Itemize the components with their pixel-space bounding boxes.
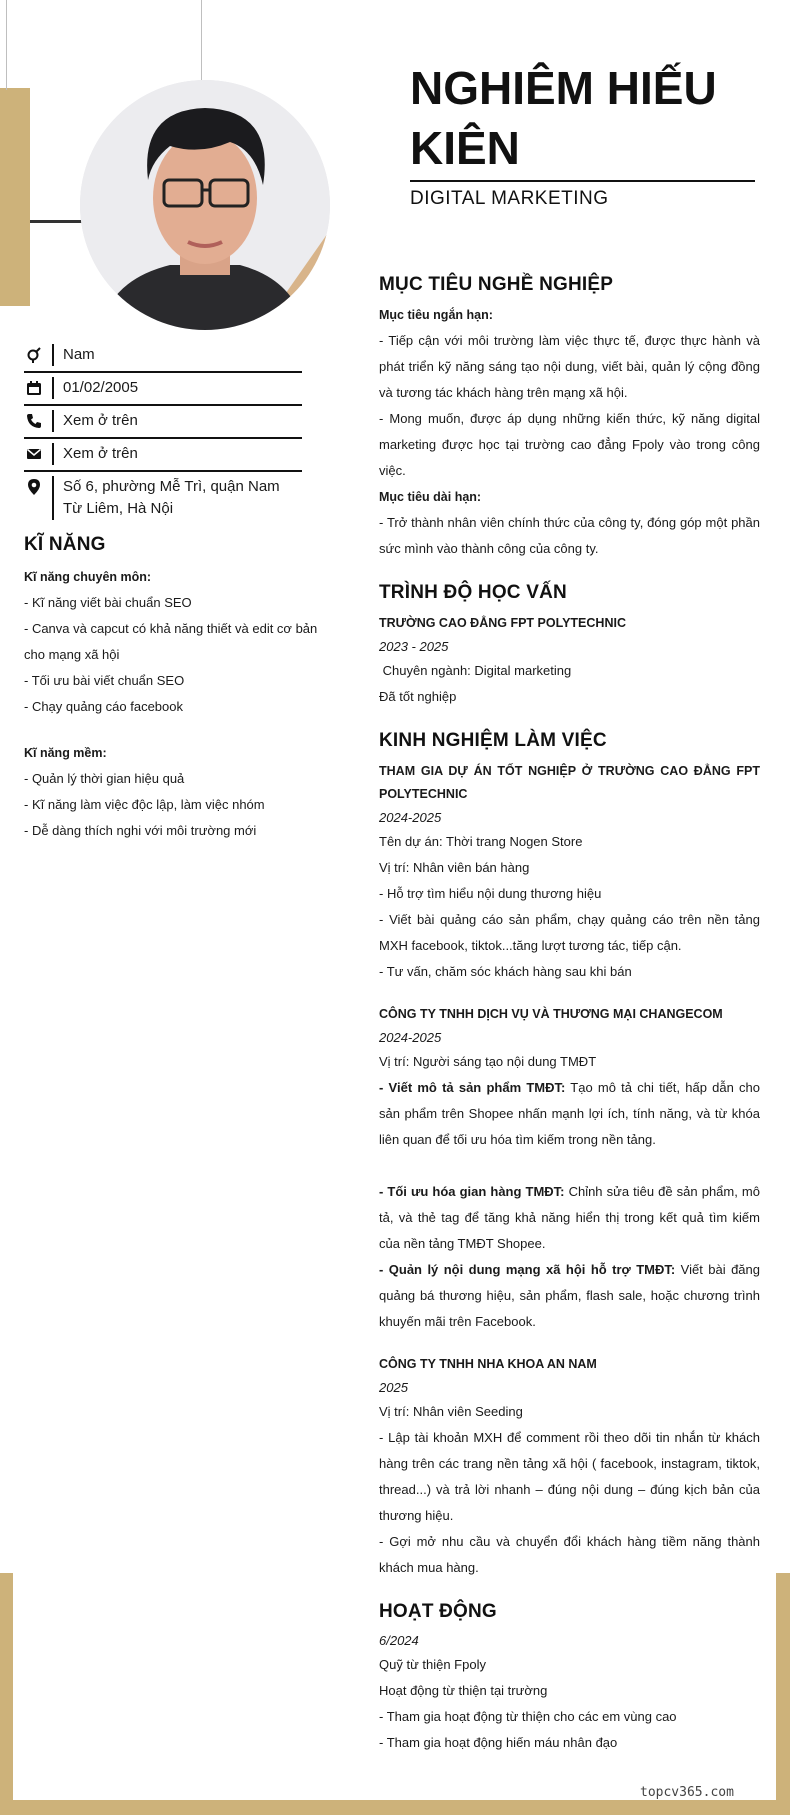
experience-period: 2025 — [379, 1380, 408, 1395]
experience-position: Vị trí: Người sáng tạo nội dung TMĐT — [379, 1054, 597, 1069]
activities-period: 6/2024 — [379, 1633, 419, 1648]
experience-point-text: Chỉnh sửa tiêu đề sản phẩm, mô tả, và thẻ tag để tăng khả năng hiển thị trong kết quả tìm kiếm của nền tảng TMĐT Shopee. — [379, 1184, 760, 1251]
contact-phone — [24, 406, 302, 439]
objective-item: - Trở thành nhân viên chính thức của công ty, đóng góp một phần sức mình vào thành công của công ty. — [379, 515, 760, 556]
long-term-title: Mục tiêu dài hạn: — [379, 490, 482, 504]
main-content — [379, 272, 760, 1756]
name-divider — [410, 180, 755, 182]
experience-point — [379, 1257, 760, 1335]
experience-point-text: Viết bài đăng quảng bá thương hiệu, sản phẩm, flash sale, hoặc chương trình khuyến mãi trên Facebook. — [379, 1262, 760, 1329]
address-value: Số 6, phường Mễ Trì, quận Nam Từ Liêm, Hà Nội — [52, 476, 302, 520]
experience-point-lead: - Viết mô tả sản phẩm TMĐT: — [379, 1080, 566, 1095]
experience-org: THAM GIA DỰ ÁN TỐT NGHIỆP Ở TRƯỜNG CAO ĐẲNG FPT POLYTECHNIC — [379, 764, 760, 801]
contact-email — [24, 439, 302, 472]
profile-photo — [80, 80, 330, 330]
short-term-title: Mục tiêu ngắn hạn: — [379, 308, 493, 322]
frame-line-left — [6, 0, 7, 90]
education-status: Đã tốt nghiệp — [379, 689, 457, 704]
experience-item — [379, 1003, 760, 1335]
experience-line: - Lập tài khoản MXH để comment rồi theo dõi tin nhắn từ khách hàng trên các trang nền tảng xã hội ( facebook, instagram, tiktok, thread...) và trả lời nhanh – đúng nội dung – đúng kịch bản của thương hiệu. — [379, 1430, 760, 1523]
hard-skill-item: - Kĩ năng viết bài chuẩn SEO — [24, 595, 192, 610]
experience-point-lead: - Tối ưu hóa gian hàng TMĐT: — [379, 1184, 565, 1199]
activity-line: Hoạt động từ thiện tại trường — [379, 1683, 548, 1698]
calendar-icon — [24, 378, 44, 398]
contact-birthday — [24, 373, 302, 406]
education-title: TRÌNH ĐỘ HỌC VẤN — [379, 582, 567, 603]
experience-line: Vị trí: Nhân viên Seeding — [379, 1404, 523, 1419]
profile-photo-image — [80, 80, 330, 330]
email-value: Xem ở trên — [52, 443, 302, 465]
gold-bar-top-left — [0, 88, 30, 306]
watermark-text: topcv365.com — [640, 1785, 734, 1800]
activity-line: Quỹ từ thiện Fpoly — [379, 1657, 486, 1672]
experience-item — [379, 760, 760, 985]
experience-point — [379, 1075, 760, 1153]
gold-bar-bottom-right — [776, 1573, 790, 1815]
education-period: 2023 - 2025 — [379, 639, 449, 654]
objective-item: - Tiếp cận với môi trường làm việc thực tế, được thực hành và phát triển kỹ năng sáng tạo nội dung, viết bài, quản lý cộng đồng và tương tác khách hàng trên mạng xã hội. — [379, 333, 760, 400]
experience-org: CÔNG TY TNHH NHA KHOA AN NAM — [379, 1357, 597, 1371]
gender-icon — [24, 345, 44, 365]
activity-line: - Tham gia hoạt động hiến máu nhân đạo — [379, 1735, 618, 1750]
experience-point — [379, 1179, 760, 1257]
skills-title: KĨ NĂNG — [24, 534, 106, 555]
soft-skills-title: Kĩ năng mềm: — [24, 746, 107, 760]
experience-point-lead: - Quản lý nội dung mạng xã hội hỗ trợ TMĐT: — [379, 1262, 676, 1277]
gold-bar-bottom — [0, 1800, 790, 1815]
activities-title: HOẠT ĐỘNG — [379, 1601, 497, 1622]
experience-period: 2024-2025 — [379, 810, 442, 825]
job-title: DIGITAL MARKETING — [410, 188, 609, 209]
soft-skill-item: - Kĩ năng làm việc độc lập, làm việc nhóm — [24, 797, 265, 812]
phone-value: Xem ở trên — [52, 410, 302, 432]
experience-item — [379, 1353, 760, 1581]
contact-address — [24, 472, 302, 525]
hard-skill-item: - Chạy quảng cáo facebook — [24, 699, 183, 714]
experience-line: - Gợi mở nhu cầu và chuyển đổi khách hàng tiềm năng thành khách mua hàng. — [379, 1534, 760, 1575]
activity-line: - Tham gia hoạt động từ thiện cho các em vùng cao — [379, 1709, 677, 1724]
contact-gender — [24, 340, 302, 373]
experience-line: - Hỗ trợ tìm hiểu nội dung thương hiệu — [379, 886, 602, 901]
experience-period: 2024-2025 — [379, 1030, 442, 1045]
skills-section — [24, 532, 324, 844]
education-major: Chuyên ngành: Digital marketing — [379, 663, 572, 678]
objective-item: - Mong muốn, được áp dụng những kiến thức, kỹ năng digital marketing được học tại trường cao đẳng Fpoly vào trong công việc. — [379, 411, 760, 478]
location-pin-icon — [24, 477, 44, 497]
experience-line: Vị trí: Nhân viên bán hàng — [379, 860, 530, 875]
birthday-value: 01/02/2005 — [52, 377, 302, 399]
experience-line: - Viết bài quảng cáo sản phẩm, chạy quảng cáo trên nền tảng MXH facebook, tiktok...tăng lượt tương tác, tiếp cận. — [379, 912, 760, 953]
gold-bar-bottom-left — [0, 1573, 13, 1815]
hard-skills-title: Kĩ năng chuyên môn: — [24, 570, 152, 584]
candidate-name: NGHIÊM HIẾU KIÊN — [410, 62, 717, 174]
soft-skill-item: - Dễ dàng thích nghi với môi trường mới — [24, 823, 257, 838]
envelope-icon — [24, 444, 44, 464]
phone-icon — [24, 411, 44, 431]
contact-list — [24, 340, 302, 525]
hard-skill-item: - Canva và capcut có khả năng thiết và edit cơ bản cho mạng xã hội — [24, 621, 318, 662]
soft-skill-item: - Quản lý thời gian hiệu quả — [24, 771, 185, 786]
experience-line: - Tư vấn, chăm sóc khách hàng sau khi bán — [379, 964, 632, 979]
experience-org: CÔNG TY TNHH DỊCH VỤ VÀ THƯƠNG MẠI CHANGECOM — [379, 1007, 723, 1021]
objective-title: MỤC TIÊU NGHỀ NGHIỆP — [379, 274, 614, 295]
experience-line: Tên dự án: Thời trang Nogen Store — [379, 834, 583, 849]
experience-title: KINH NGHIỆM LÀM VIỆC — [379, 730, 607, 751]
gender-value: Nam — [52, 344, 302, 366]
experience-point-text: Tạo mô tả chi tiết, hấp dẫn cho sản phẩm trên Shopee nhấn mạnh lợi ích, tính năng, và từ khóa liên quan để tối ưu hóa tìm kiếm trong nền tảng. — [379, 1080, 760, 1147]
hard-skill-item: - Tối ưu bài viết chuẩn SEO — [24, 673, 185, 688]
education-school: TRƯỜNG CAO ĐẲNG FPT POLYTECHNIC — [379, 616, 626, 630]
